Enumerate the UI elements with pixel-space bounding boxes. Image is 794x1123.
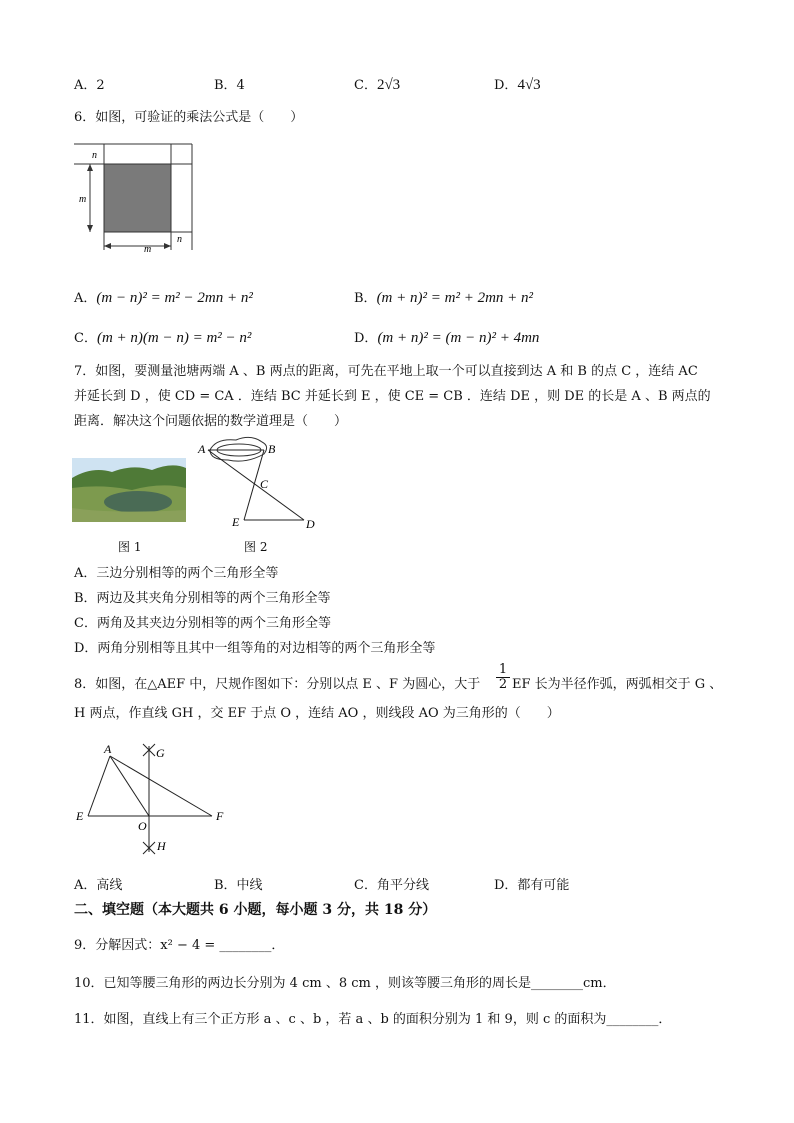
q6-label-n-bottom: n <box>177 234 182 245</box>
q7-label-c: C <box>260 477 269 491</box>
q7-photo-pond <box>104 491 172 513</box>
q6-arrow <box>104 243 111 249</box>
q8-label-g: G <box>156 746 165 760</box>
q8-stem-line2: H 两点，作直线 GH ，交 EF 于点 O ，连结 AO ，则线段 AO 为三角形的（ ） <box>74 706 560 721</box>
q6-arrow <box>164 243 171 249</box>
q5-option-c-value: 2√3 <box>376 77 401 93</box>
q7-label-e: E <box>232 515 240 529</box>
q8-option-a: A．高线 <box>74 878 123 893</box>
q6-option-d-label: D． <box>354 331 378 346</box>
q8-label-h: H <box>157 839 166 853</box>
q6-arrow <box>87 225 93 232</box>
q5-option-b: B．4 <box>214 78 245 93</box>
q6-option-c-formula: (m + n)(m − n) = m² − n² <box>96 330 252 346</box>
q8-option-b: B．中线 <box>214 878 263 893</box>
q6-label-m-left: m <box>79 194 87 205</box>
q6-option-d <box>354 327 539 347</box>
q6-option-a-label: A． <box>74 291 97 306</box>
q7-label-d: D <box>306 517 315 531</box>
q5-option-d-label: D． <box>494 78 518 93</box>
q7-option-b: B．两边及其夹角分别相等的两个三角形全等 <box>74 591 331 606</box>
q8-segment-ae <box>88 756 110 816</box>
q8-label-e: E <box>76 809 84 823</box>
q6-option-b-formula: (m + n)² = m² + 2mn + n² <box>376 290 534 306</box>
q7-segment-ad <box>208 450 304 520</box>
q8-segment-ao <box>110 756 149 816</box>
q7-option-c: C．两角及其夹边分别相等的两个三角形全等 <box>74 616 331 631</box>
q5-option-d-value: 4√3 <box>517 77 541 93</box>
section2-heading: 二、填空题（本大题共 6 小题，每小题 3 分，共 18 分） <box>74 902 437 918</box>
q7-option-d: D．两角分别相等且其中一组等角的对边相等的两个三角形全等 <box>74 641 436 656</box>
q7-stem-line1: 7．如图，要测量池塘两端 A 、B 两点的距离，可先在平地上取一个可以直接到达 A 和 B 的点 C ，连结 AC <box>74 364 698 379</box>
q8-label-o: O <box>138 819 147 833</box>
q8-stem-line1a: 8．如图，在△AEF 中，尺规作图如下：分别以点 E 、F 为圆心，大于 <box>74 677 481 692</box>
q7-stem-line3: 距离．解决这个问题依据的数学道理是（ ） <box>74 414 348 429</box>
q5-option-c-label: C． <box>354 78 377 93</box>
q8-stem-line1b: EF 长为半径作弧，两弧相交于 G 、 <box>512 677 723 692</box>
q7-fig1-caption: 图 1 <box>118 540 142 554</box>
q6-option-c-label: C． <box>74 331 97 346</box>
q7-option-a: A．三边分别相等的两个三角形全等 <box>74 566 279 581</box>
q6-label-n-top: n <box>92 150 97 161</box>
q6-option-c <box>74 327 251 347</box>
q6-option-a-formula: (m − n)² = m² − 2mn + n² <box>96 290 253 306</box>
q5-option-c <box>354 74 400 94</box>
q8-fraction <box>496 663 510 692</box>
q8-fraction-numerator: 1 <box>498 662 508 677</box>
q8-label-f: F <box>216 809 224 823</box>
q8-segment-af <box>110 756 212 816</box>
q7-stem-line2: 并延长到 D ，使 CD = CA ．连结 BC 并延长到 E ，使 CE = CB ．连结 DE ，则 DE 的长是 A 、B 两点的 <box>74 389 711 404</box>
q6-option-a <box>74 287 253 307</box>
q6-option-b-label: B． <box>354 291 377 306</box>
q6-stem: 6．如图，可验证的乘法公式是（ ） <box>74 110 304 125</box>
q6-figure <box>70 140 200 262</box>
q8-option-c: C．角平分线 <box>354 878 429 893</box>
q7-fig1-pond-photo <box>72 458 186 522</box>
q6-option-b <box>354 287 533 307</box>
q8-fraction-denominator: 2 <box>496 677 510 692</box>
q6-arrow <box>87 164 93 171</box>
q6-option-d-formula: (m + n)² = (m − n)² + 4mn <box>377 330 540 346</box>
q7-fig2-caption: 图 2 <box>244 540 268 554</box>
q5-option-a: A．2 <box>74 78 105 93</box>
q8-figure <box>72 740 242 860</box>
q11-stem: 11．如图，直线上有三个正方形 a 、c 、b ，若 a 、b 的面积分别为 1 和 9，则 c 的面积为________． <box>74 1012 672 1027</box>
q7-label-a: A <box>198 442 206 456</box>
q6-label-m-bottom: m <box>144 244 152 255</box>
q10-stem: 10．已知等腰三角形的两边长分别为 4 cm 、8 cm ，则该等腰三角形的周长是________cm． <box>74 976 616 991</box>
q8-option-d: D．都有可能 <box>494 878 570 893</box>
q8-label-a: A <box>104 742 112 756</box>
q7-label-b: B <box>268 442 276 456</box>
q7-fig2-diagram <box>196 436 326 532</box>
q5-option-d <box>494 74 541 94</box>
q9-stem: 9．分解因式：x² − 4 = ________． <box>74 938 285 953</box>
q6-shaded-square <box>104 164 171 232</box>
